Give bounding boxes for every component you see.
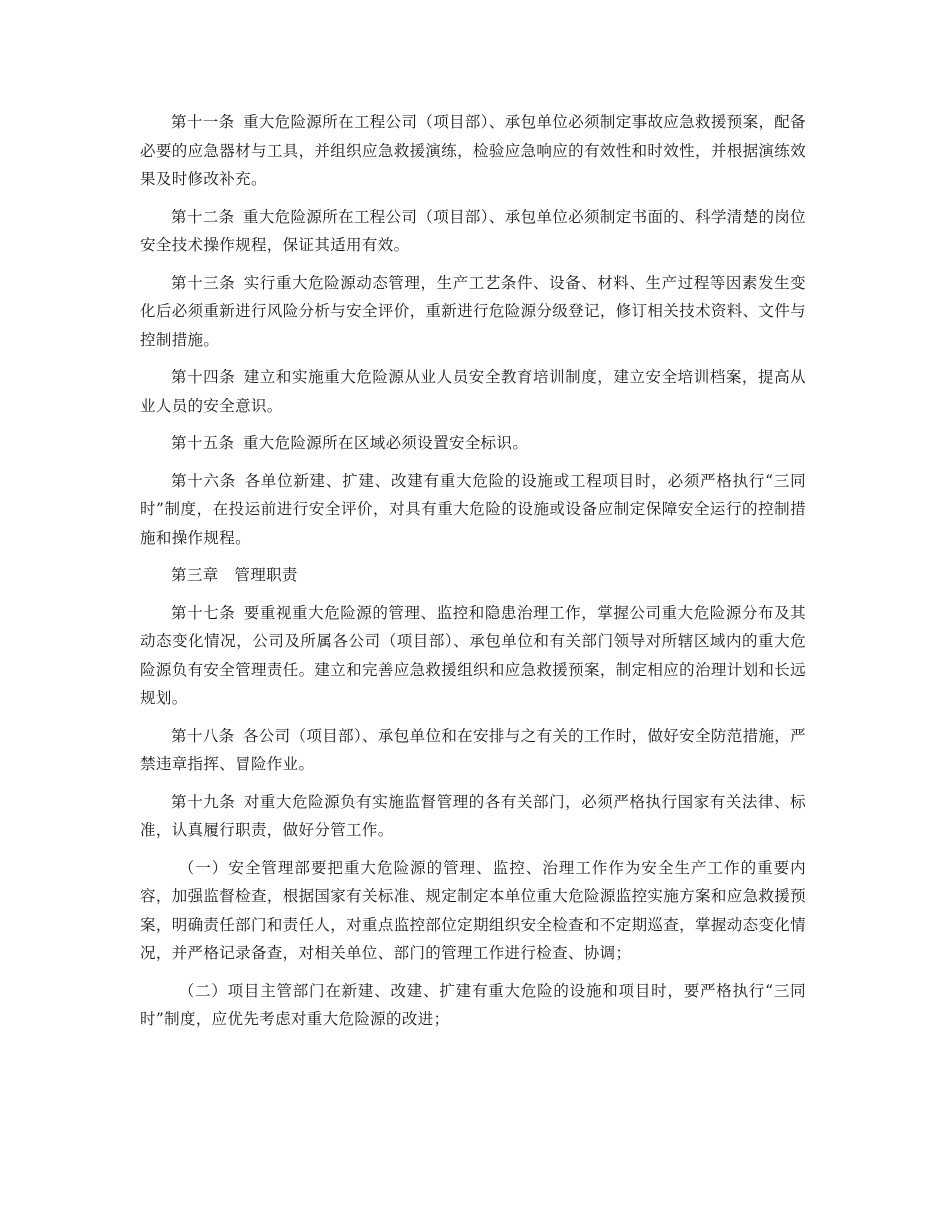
document-body [140, 108, 806, 1043]
article-label: 第十五条 [171, 434, 235, 452]
article-text: 重大危险源所在工程公司（项目部）、承包单位必须制定事故应急救援预案，配备必要的应急器材与工具，并组织应急救援演练，检验应急响应的有效性和时效性，并根据演练效果及时修改补充。 [140, 113, 807, 188]
article-text: 重大危险源所在工程公司（项目部）、承包单位必须制定书面的、科学清楚的岗位安全技术操作规程，保证其适用有效。 [140, 207, 807, 254]
article-12 [140, 203, 806, 260]
article-11 [140, 108, 806, 194]
article-text: 重大危险源所在区域必须设置安全标识。 [242, 434, 529, 452]
article-text: 要重视重大危险源的管理、监控和隐患治理工作，掌握公司重大危险源分布及其动态变化情况，公司及所属各公司（项目部）、承包单位和有关部门领导对所辖区域内的重大危险源负有安全管理责任。建立和完善应急救援组织和应急救援预案，制定相应的治理计划和长远规划。 [140, 603, 806, 707]
article-label: 第十二条 [171, 207, 235, 226]
article-19 [140, 788, 806, 845]
article-label: 第十九条 [171, 792, 236, 811]
article-13 [140, 269, 806, 355]
article-label: 第十一条 [171, 113, 235, 131]
article-label: 第十三条 [171, 273, 236, 292]
article-text: 各公司（项目部）、承包单位和在安排与之有关的工作时，做好安全防范措施，严禁违章指挥、冒险作业。 [140, 726, 807, 773]
article-text: 建立和实施重大危险源从业人员安全教育培训制度，建立安全培训档案，提高从业人员的安全意识。 [140, 368, 806, 415]
article-17 [140, 599, 806, 713]
list-item-text: （一）安全管理部要把重大危险源的管理、监控、治理工作作为安全生产工作的重要内容，加强监督检查，根据国家有关标准、规定制定本单位重大危险源监控实施方案和应急救援预案，明确责任部门和责任人，对重点监控部位定期组织安全检查和不定期巡查，掌握动态变化情况，并严格记录备查，对相关单位、部门的管理工作进行检查、协调； [140, 858, 806, 962]
article-text: 对重大危险源负有实施监督管理的各有关部门，必须严格执行国家有关法律、标准，认真履行职责，做好分管工作。 [140, 792, 806, 839]
chapter-title: 第三章 管理职责 [171, 566, 298, 584]
article-label: 第十六条 [171, 471, 237, 490]
article-15 [140, 429, 806, 458]
article-text: 实行重大危险源动态管理，生产工艺条件、设备、材料、生产过程等因素发生变化后必须重新进行风险分析与安全评价，重新进行危险源分级登记，修订相关技术资料、文件与控制措施。 [140, 273, 806, 349]
list-item-text: （二）项目主管部门在新建、改建、扩建有重大危险的设施和项目时，要严格执行“三同时”制度，应优先考虑对重大危险源的改进； [140, 981, 806, 1028]
list-item-2 [140, 977, 806, 1034]
chapter-heading [140, 561, 806, 590]
article-text: 各单位新建、扩建、改建有重大危险的设施或工程项目时，必须严格执行“三同时”制度，在投运前进行安全评价，对具有重大危险的设施或设备应制定保障安全运行的控制措施和操作规程。 [140, 471, 806, 547]
article-18 [140, 722, 806, 779]
article-label: 第十四条 [171, 368, 236, 386]
article-label: 第十八条 [171, 726, 235, 745]
list-item-1 [140, 854, 806, 968]
article-label: 第十七条 [171, 603, 236, 622]
article-14 [140, 363, 806, 420]
article-16 [140, 467, 806, 553]
